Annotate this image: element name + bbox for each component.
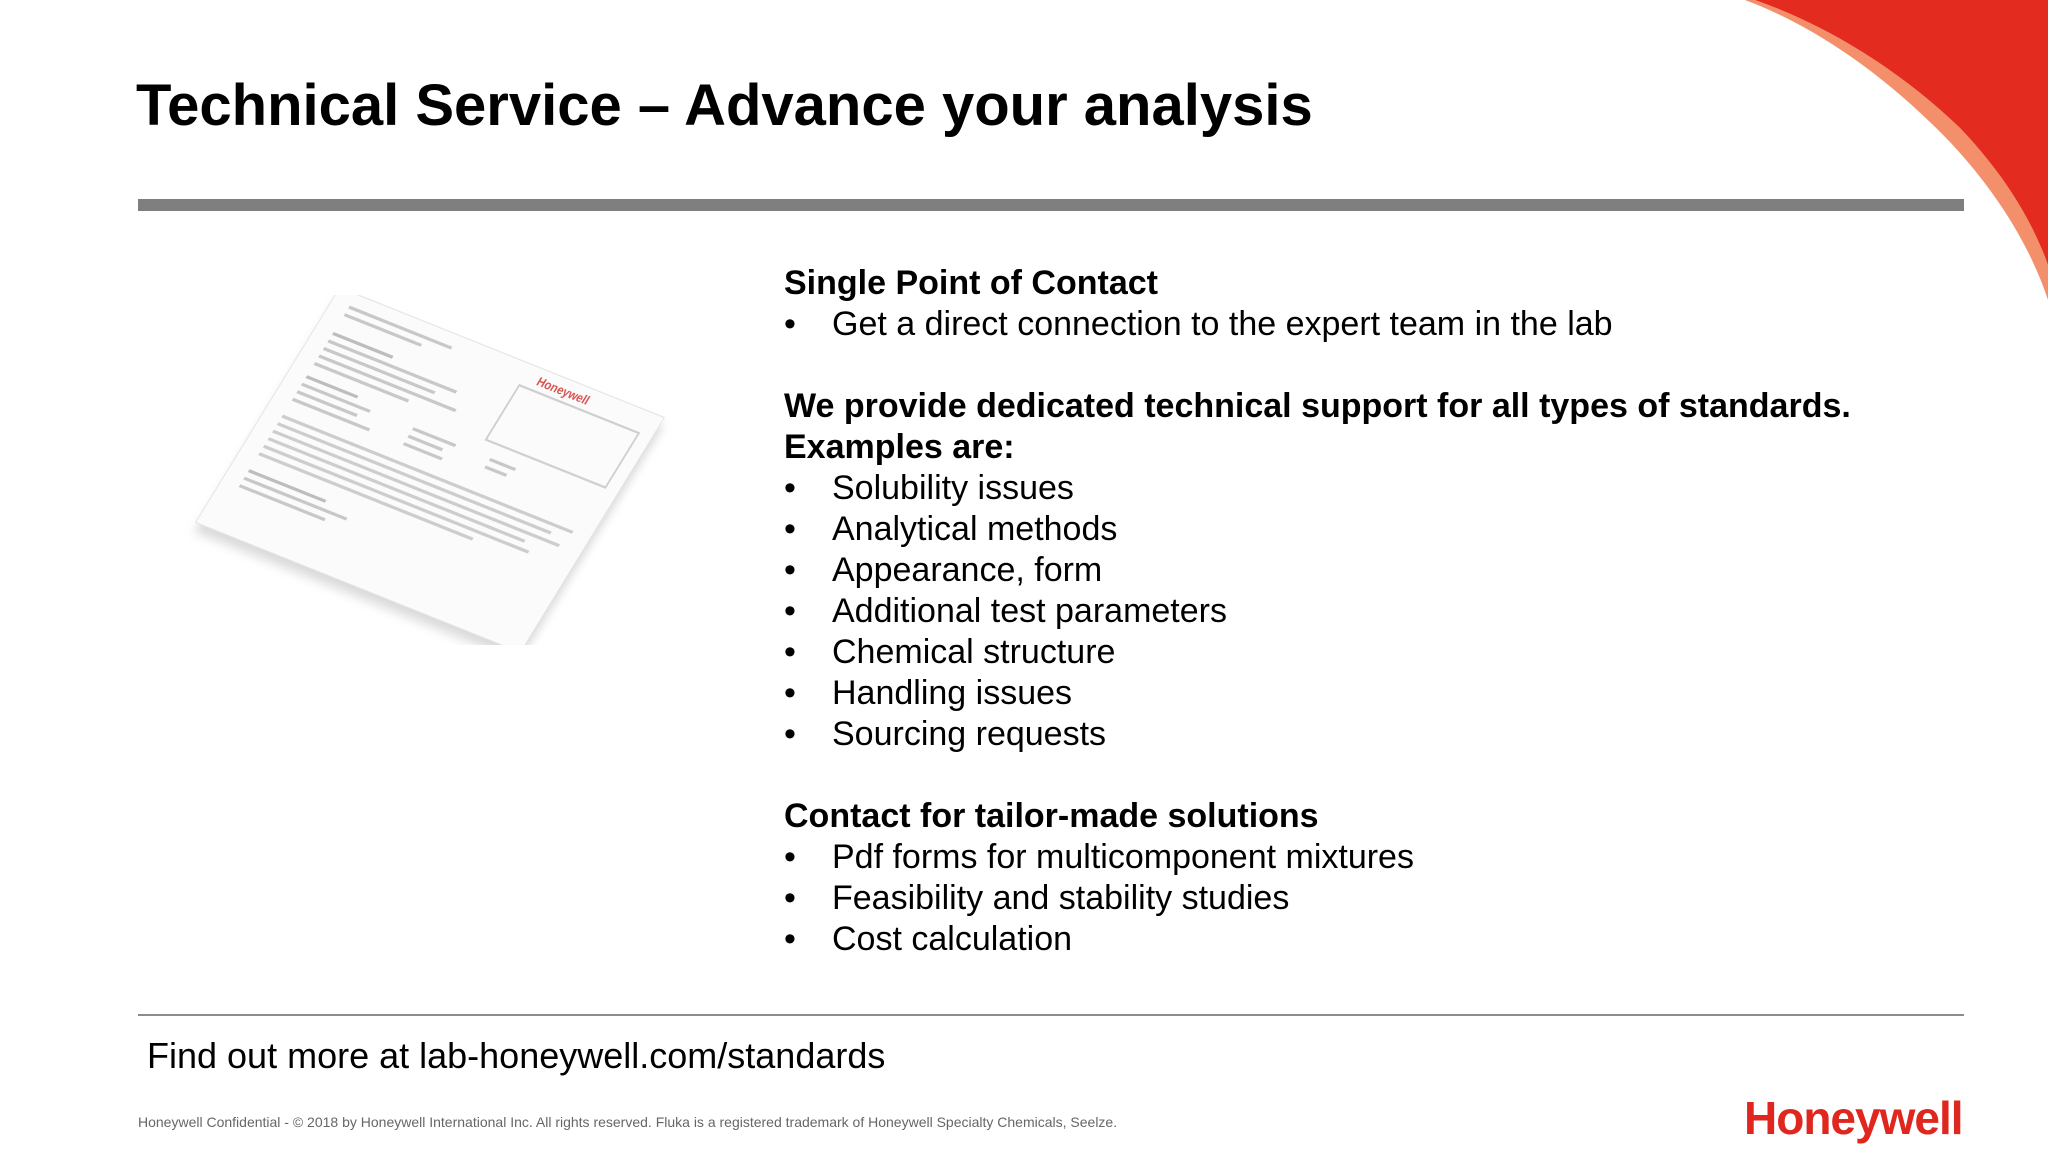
list-item-text: Analytical methods bbox=[832, 510, 1118, 548]
certificate-document-icon bbox=[170, 295, 690, 645]
list-item bbox=[784, 632, 1964, 673]
list-item-text: Sourcing requests bbox=[832, 715, 1107, 753]
list-item-text: Feasibility and stability studies bbox=[832, 879, 1290, 917]
bullet-icon: • bbox=[784, 674, 796, 712]
section-spacer bbox=[784, 345, 1964, 386]
list-item bbox=[784, 509, 1964, 550]
list-item bbox=[784, 550, 1964, 591]
section-heading-tailor-made: Contact for tailor-made solutions bbox=[784, 797, 1319, 835]
bullet-icon: • bbox=[784, 592, 796, 630]
list-item bbox=[784, 591, 1964, 632]
legal-notice: Honeywell Confidential - © 2018 by Honeywell International Inc. All rights reserved. Fluka is a registered trademark of Honeywell Specialty Chemicals, Seelze. bbox=[138, 1114, 1118, 1130]
bullet-icon: • bbox=[784, 469, 796, 507]
section-heading-single-point: Single Point of Contact bbox=[784, 264, 1158, 302]
bullet-icon: • bbox=[784, 510, 796, 548]
list-item-text: Get a direct connection to the expert team in the lab bbox=[832, 305, 1613, 343]
bullet-icon: • bbox=[784, 715, 796, 753]
list-item bbox=[784, 878, 1964, 919]
list-item-text: Pdf forms for multicomponent mixtures bbox=[832, 838, 1414, 876]
list-item bbox=[784, 468, 1964, 509]
bullet-icon: • bbox=[784, 551, 796, 589]
bullet-icon: • bbox=[784, 879, 796, 917]
list-item-text: Chemical structure bbox=[832, 633, 1116, 671]
bullet-icon: • bbox=[784, 305, 796, 343]
slide-title: Technical Service – Advance your analysis bbox=[136, 73, 1313, 138]
bullet-icon: • bbox=[784, 838, 796, 876]
honeywell-logo: Honeywell bbox=[1744, 1092, 1963, 1144]
bullet-icon: • bbox=[784, 920, 796, 958]
find-more-link-text: Find out more at lab-honeywell.com/standards bbox=[147, 1035, 886, 1076]
list-item-text: Cost calculation bbox=[832, 920, 1073, 958]
list-item bbox=[784, 919, 1964, 960]
list-item-text: Appearance, form bbox=[832, 551, 1103, 589]
section-heading-examples: Examples are: bbox=[784, 428, 1015, 466]
section-heading-dedicated-support: We provide dedicated technical support for all types of standards. bbox=[784, 387, 1851, 425]
list-item-text: Solubility issues bbox=[832, 469, 1074, 507]
footer-divider bbox=[138, 1014, 1964, 1016]
section-spacer bbox=[784, 755, 1964, 796]
title-divider bbox=[138, 199, 1964, 211]
list-item bbox=[784, 837, 1964, 878]
bullet-icon: • bbox=[784, 633, 796, 671]
list-item bbox=[784, 714, 1964, 755]
list-item-text: Handling issues bbox=[832, 674, 1073, 712]
list-item bbox=[784, 673, 1964, 714]
content-column bbox=[784, 263, 1964, 960]
list-item bbox=[784, 304, 1964, 345]
document-logo-text: Honeywell bbox=[533, 374, 593, 408]
list-item-text: Additional test parameters bbox=[832, 592, 1227, 630]
